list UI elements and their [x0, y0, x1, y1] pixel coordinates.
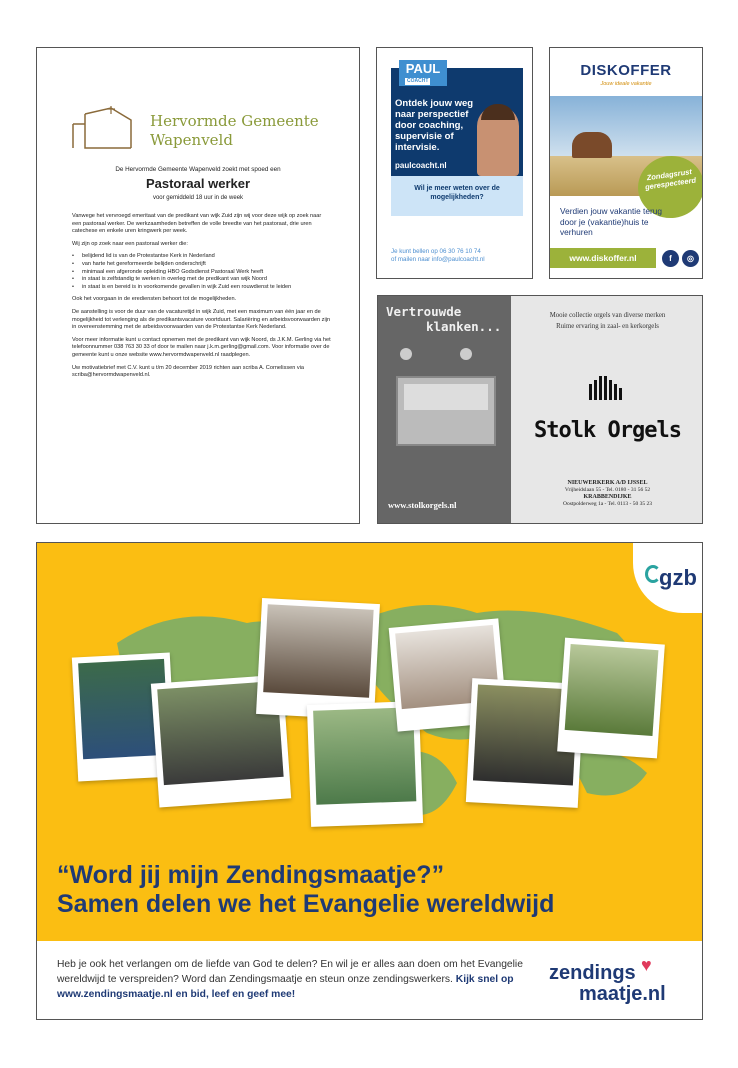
- stolk-orgels-ad[interactable]: [377, 295, 703, 524]
- org-name: [150, 112, 319, 150]
- stolk-location1-name: NIEUWERKERK A/D IJSSEL: [567, 480, 648, 486]
- gzb-headline: [57, 861, 554, 919]
- vacancy-paragraph: Ook het voorgaan in de erediensten behoort tot de mogelijkheden.: [72, 296, 237, 303]
- vacancy-body: [72, 213, 332, 385]
- vacancy-paragraph: Voor meer informatie kunt u contact opnemen met de predikant van wijk Noord, ds J.K.M. Gerling via het telefoonnummer 038 763 30 33 of door te mailen naar j.k.m.gerling@gmail.com. Voor informatie over de gemeente kunt u onze website www.hervormdwapenveld.nl raadplegen.: [72, 336, 331, 358]
- stolk-url-link[interactable]: www.stolkorgels.nl: [388, 500, 457, 510]
- stolk-headline: [386, 304, 501, 334]
- vacancy-paragraph: Uw motivatiebrief met C.V. kunt u t/m 20 december 2019 richten aan scriba A. Cornelissen via scriba@hervormdwapenveld.nl.: [72, 364, 305, 379]
- vacancy-ad: [36, 47, 360, 524]
- facebook-icon[interactable]: f: [662, 250, 679, 267]
- vacancy-hours: voor gemiddeld 18 uur in de week: [152, 195, 244, 201]
- gzb-body-text: Heb je ook het verlangen om de liefde van God te delen? En wil je er alles aan doen om het Evangelie wereldwijd te verspreiden? Word dan Zendingsmaatje en steun onze zendingswerkers.: [57, 959, 523, 985]
- photo-polaroid: [256, 598, 380, 720]
- paul-badge-label: PAUL: [405, 61, 441, 76]
- vacancy-paragraph: Vanwege het vervroegd emeritaat van de predikant van wijk Zuid zijn wij voor deze wijk op zoek naar een pastoraal werker. De werkzaamheden betreffen de volle breedte van het pastoraat, drie uren catechese en enkele uren kringwerk per week.: [72, 213, 322, 235]
- gzb-logo-text: gzb: [659, 565, 697, 590]
- diskoffer-text: Verdien jouw vakantie terug door je (vakantie)huis te verhuren: [560, 206, 662, 237]
- requirements-list: [72, 253, 332, 291]
- stolk-headline-line2: klanken...: [426, 319, 502, 334]
- diskoffer-ad[interactable]: [549, 47, 703, 279]
- stolk-headline-line1: Vertrouwde: [386, 304, 462, 319]
- stolk-right-panel: [511, 296, 703, 524]
- paul-badge: [399, 60, 447, 86]
- diskoffer-tagline: Jouw ideale vakantie: [600, 81, 652, 87]
- diskoffer-brand: DISKOFFER: [580, 62, 672, 79]
- paul-phone: Je kunt bellen op 06 30 76 10 74: [391, 248, 481, 255]
- gzb-headline-line1: “Word jij mijn Zendingsmaatje?”: [57, 861, 445, 889]
- paul-contact: [391, 248, 531, 264]
- vacancy-intro: De Hervormde Gemeente Wapenveld zoekt met spoed een: [115, 166, 281, 173]
- list-item: • in staat is en bereid is in voorkomende gevallen in wijk Zuid een rouwdienst te leiden: [72, 284, 332, 292]
- stolk-name: Stolk Orgels: [534, 418, 681, 443]
- stolk-subtitle-line1: Mooie collectie orgels van diverse merken: [549, 312, 666, 319]
- lamp-icon: [460, 348, 472, 360]
- zendingsmaatje-logo-line1: zendings: [549, 962, 636, 984]
- paul-site-link[interactable]: paulcoacht.nl: [395, 161, 447, 170]
- beach-hut-image: [572, 132, 612, 158]
- zendingsmaatje-logo-line2: maatje.nl: [579, 983, 666, 1005]
- org-name-line2: Wapenveld: [150, 131, 233, 149]
- paul-badge-sub: COACHT: [407, 78, 429, 84]
- gzb-body: [57, 957, 547, 1002]
- org-name-line1: Hervormde Gemeente: [150, 112, 319, 130]
- gzb-banner[interactable]: [36, 542, 703, 1020]
- stolk-addresses: [511, 480, 703, 508]
- stolk-left-panel: [378, 296, 511, 524]
- stolk-location1-address: Vrijheidslaan 55 - Tel. 0180 - 31 56 52: [564, 487, 651, 493]
- heart-icon: ♥: [641, 955, 652, 975]
- paul-coacht-ad[interactable]: [376, 47, 533, 279]
- paul-question: Wil je meer weten over de mogelijkheden?: [391, 176, 523, 216]
- vacancy-paragraph: Wij zijn op zoek naar een pastoraal werker die:: [72, 240, 188, 247]
- diskoffer-url-link[interactable]: www.diskoffer.nl: [550, 248, 656, 268]
- stolk-subtitle-line2: Ruime ervaring in zaal- en kerkorgels: [556, 323, 659, 330]
- stolk-location2-address: Oostpolderweg 1a - Tel. 0113 - 50 35 23: [563, 501, 652, 507]
- list-item: • minimaal een afgeronde opleiding HBO Godsdienst Pastoraal Werk heeft: [72, 269, 332, 277]
- instagram-icon[interactable]: ◎: [682, 250, 699, 267]
- list-item: • van harte het gereformeerde belijden onderschrijft: [72, 261, 332, 269]
- vacancy-title: Pastoraal werker: [145, 176, 251, 191]
- stolk-subtitle: [511, 310, 703, 332]
- photo-polaroid: [557, 638, 665, 759]
- list-item: • belijdend lid is van de Protestantse Kerk in Nederland: [72, 253, 332, 261]
- paul-email[interactable]: of mailen naar info@paulcoacht.nl: [391, 256, 485, 263]
- organ-pipes-icon: [589, 376, 627, 402]
- gzb-footer: [37, 941, 703, 1020]
- paul-headline: Ontdek jouw weg naar perspectief door coaching, supervisie of intervisie.: [395, 98, 474, 153]
- gzb-call-to-action[interactable]: Kijk snel op www.zendingsmaatje.nl en bid, leef en geef mee!: [57, 974, 514, 1000]
- lamp-icon: [400, 348, 412, 360]
- list-item: • in staat is zelfstandig te werken in overleg met de predikant van wijk Noord: [72, 276, 332, 284]
- vacancy-paragraph: De aanstelling is voor de duur van de vacaturetijd in wijk Zuid, met een maximum van één jaar en de mogelijkheid tot verlenging als de predikantsvacature voortduurt. Salariëring en arbeidsvoorwaarden zijn in overeenstemming met de arbeidsvoorwaarden van de Protestantse Kerk Nederland.: [72, 308, 331, 331]
- gzb-headline-line2: Samen delen we het Evangelie wereldwijd: [57, 890, 555, 918]
- organ-image: [396, 376, 496, 446]
- zondagsrust-badge: Zondagsrust gerespecteerd: [634, 152, 703, 223]
- stolk-location2-name: KRABBENDIJKE: [583, 494, 632, 500]
